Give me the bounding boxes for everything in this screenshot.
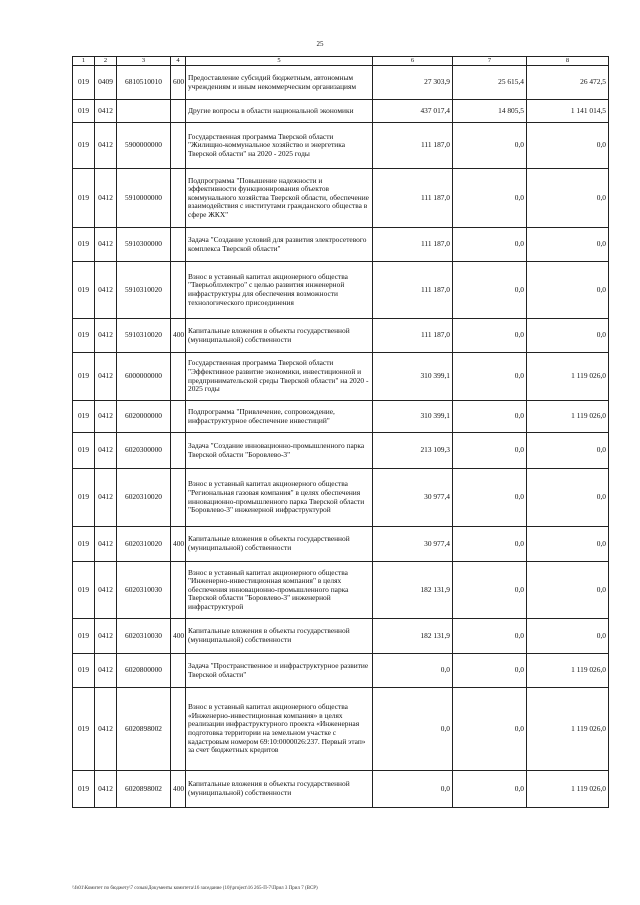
amount-col7: 0,0	[453, 401, 527, 433]
amount-col7: 14 805,5	[453, 100, 527, 123]
table-row	[73, 433, 609, 469]
amount-col8: 0,0	[527, 123, 609, 169]
section-code: 0412	[95, 169, 117, 228]
table-row	[73, 228, 609, 262]
expense-type-code	[171, 562, 186, 619]
expense-type-code	[171, 228, 186, 262]
row-name: Взнос в уставный капитал акционерного общества "Региональная газовая компания" в целях обеспечения инновационно-промышленного парка Тверской области "Боровлево-3" инженерной инфраструктурой	[186, 469, 373, 527]
target-article-code: 6020000000	[117, 401, 171, 433]
table-row	[73, 353, 609, 401]
section-code: 0412	[95, 527, 117, 562]
amount-col6: 437 017,4	[373, 100, 453, 123]
section-code: 0412	[95, 771, 117, 808]
expense-type-code	[171, 469, 186, 527]
header-cell: 2	[95, 57, 117, 66]
row-name: Другие вопросы в области национальной экономики	[186, 100, 373, 123]
table-row	[73, 262, 609, 319]
ministry-code: 019	[73, 469, 95, 527]
table-row	[73, 401, 609, 433]
ministry-code: 019	[73, 433, 95, 469]
table-row	[73, 66, 609, 100]
section-code: 0412	[95, 228, 117, 262]
amount-col8: 1 119 026,0	[527, 401, 609, 433]
amount-col7: 0,0	[453, 654, 527, 688]
ministry-code: 019	[73, 353, 95, 401]
table-row	[73, 527, 609, 562]
amount-col6: 111 187,0	[373, 123, 453, 169]
header-cell: 3	[117, 57, 171, 66]
table-row	[73, 654, 609, 688]
amount-col6: 0,0	[373, 771, 453, 808]
table-row	[73, 562, 609, 619]
row-name: Капитальные вложения в объекты государственной (муниципальной) собственности	[186, 619, 373, 654]
target-article-code: 5910000000	[117, 169, 171, 228]
amount-col6: 182 131,9	[373, 562, 453, 619]
row-name: Подпрограмма "Повышение надежности и эффективности функционирования объектов коммунального хозяйства Тверской области, обеспечение взаимодействия с институтами гражданского общества в сфере ЖКХ"	[186, 169, 373, 228]
target-article-code: 6020800000	[117, 654, 171, 688]
target-article-code: 6020310020	[117, 527, 171, 562]
amount-col8: 1 119 026,0	[527, 688, 609, 771]
target-article-code: 6020300000	[117, 433, 171, 469]
header-cell: 5	[186, 57, 373, 66]
budget-table	[72, 56, 609, 808]
row-name: Капитальные вложения в объекты государственной (муниципальной) собственности	[186, 771, 373, 808]
amount-col8: 26 472,5	[527, 66, 609, 100]
amount-col7: 0,0	[453, 469, 527, 527]
ministry-code: 019	[73, 619, 95, 654]
amount-col6: 0,0	[373, 688, 453, 771]
header-cell: 8	[527, 57, 609, 66]
row-name: Задача "Создание инновационно-промышленного парка Тверской области "Боровлево-3"	[186, 433, 373, 469]
amount-col6: 310 399,1	[373, 353, 453, 401]
target-article-code: 5910310020	[117, 262, 171, 319]
table-row	[73, 771, 609, 808]
section-code: 0412	[95, 688, 117, 771]
section-code: 0412	[95, 619, 117, 654]
section-code: 0412	[95, 654, 117, 688]
expense-type-code	[171, 401, 186, 433]
ministry-code: 019	[73, 66, 95, 100]
amount-col6: 111 187,0	[373, 262, 453, 319]
row-name: Государственная программа Тверской области "Жилищно-коммунальное хозяйство и энергетика Тверской области" на 2020 - 2025 годы	[186, 123, 373, 169]
row-name: Задача "Создание условий для развития электросетевого комплекса Тверской области"	[186, 228, 373, 262]
amount-col6: 111 187,0	[373, 319, 453, 353]
target-article-code: 5910300000	[117, 228, 171, 262]
row-name: Капитальные вложения в объекты государственной (муниципальной) собственности	[186, 319, 373, 353]
amount-col8: 0,0	[527, 169, 609, 228]
target-article-code: 6810510010	[117, 66, 171, 100]
table-row	[73, 469, 609, 527]
amount-col7: 0,0	[453, 562, 527, 619]
table-row	[73, 319, 609, 353]
ministry-code: 019	[73, 562, 95, 619]
amount-col7: 0,0	[453, 319, 527, 353]
header-row	[73, 57, 609, 66]
ministry-code: 019	[73, 169, 95, 228]
amount-col6: 111 187,0	[373, 169, 453, 228]
amount-col7: 0,0	[453, 688, 527, 771]
table-row	[73, 619, 609, 654]
expense-type-code	[171, 123, 186, 169]
amount-col8: 1 119 026,0	[527, 353, 609, 401]
amount-col6: 310 399,1	[373, 401, 453, 433]
amount-col8: 0,0	[527, 319, 609, 353]
expense-type-code: 400	[171, 319, 186, 353]
expense-type-code	[171, 169, 186, 228]
amount-col6: 27 303,9	[373, 66, 453, 100]
section-code: 0412	[95, 262, 117, 319]
section-code: 0412	[95, 433, 117, 469]
section-code: 0412	[95, 353, 117, 401]
target-article-code: 6020310030	[117, 562, 171, 619]
target-article-code: 5900000000	[117, 123, 171, 169]
page-number: 25	[316, 40, 324, 48]
target-article-code: 6020898002	[117, 771, 171, 808]
amount-col7: 0,0	[453, 353, 527, 401]
section-code: 0412	[95, 469, 117, 527]
amount-col8: 0,0	[527, 262, 609, 319]
amount-col7: 0,0	[453, 262, 527, 319]
section-code: 0409	[95, 66, 117, 100]
header-cell: 4	[171, 57, 186, 66]
amount-col6: 182 131,9	[373, 619, 453, 654]
expense-type-code: 400	[171, 619, 186, 654]
amount-col8: 0,0	[527, 619, 609, 654]
file-path-footer: \\fs01\Комитет по бюджету\7 созыв\Документы комитета\16 заседание (10)\project\16 265-П-7\Прил 3 Прил 7 (ВСР)	[72, 886, 318, 891]
expense-type-code: 400	[171, 527, 186, 562]
section-code: 0412	[95, 401, 117, 433]
section-code: 0412	[95, 100, 117, 123]
expense-type-code	[171, 262, 186, 319]
table-row	[73, 123, 609, 169]
expense-type-code	[171, 654, 186, 688]
amount-col7: 25 615,4	[453, 66, 527, 100]
ministry-code: 019	[73, 527, 95, 562]
row-name: Взнос в уставный капитал акционерного общества "Тверьоблэлектро" с целью развития инженерной инфраструктуры для обеспечения возможности технологического присоединения	[186, 262, 373, 319]
ministry-code: 019	[73, 319, 95, 353]
ministry-code: 019	[73, 228, 95, 262]
header-cell: 7	[453, 57, 527, 66]
amount-col7: 0,0	[453, 619, 527, 654]
amount-col8: 1 141 014,5	[527, 100, 609, 123]
amount-col7: 0,0	[453, 228, 527, 262]
amount-col8: 0,0	[527, 527, 609, 562]
ministry-code: 019	[73, 688, 95, 771]
expense-type-code: 600	[171, 66, 186, 100]
row-name: Предоставление субсидий бюджетным, автономным учреждениям и иным некоммерческим организациям	[186, 66, 373, 100]
row-name: Задача "Пространственное и инфраструктурное развитие Тверской области"	[186, 654, 373, 688]
section-code: 0412	[95, 123, 117, 169]
ministry-code: 019	[73, 654, 95, 688]
amount-col7: 0,0	[453, 527, 527, 562]
amount-col8: 0,0	[527, 433, 609, 469]
row-name: Подпрограмма "Привлечение, сопровождение, инфраструктурное обеспечение инвестиций"	[186, 401, 373, 433]
table-row	[73, 169, 609, 228]
expense-type-code	[171, 100, 186, 123]
amount-col8: 0,0	[527, 228, 609, 262]
amount-col6: 0,0	[373, 654, 453, 688]
amount-col6: 30 977,4	[373, 469, 453, 527]
header-cell: 1	[73, 57, 95, 66]
ministry-code: 019	[73, 401, 95, 433]
table-row	[73, 688, 609, 771]
expense-type-code	[171, 688, 186, 771]
row-name: Государственная программа Тверской области "Эффективное развитие экономики, инвестиционной и предпринимательской среды Тверской области" на 2020 - 2025 годы	[186, 353, 373, 401]
expense-type-code: 400	[171, 771, 186, 808]
target-article-code	[117, 100, 171, 123]
ministry-code: 019	[73, 262, 95, 319]
amount-col7: 0,0	[453, 123, 527, 169]
target-article-code: 5910310020	[117, 319, 171, 353]
amount-col8: 1 119 026,0	[527, 771, 609, 808]
amount-col6: 30 977,4	[373, 527, 453, 562]
ministry-code: 019	[73, 123, 95, 169]
expense-type-code	[171, 433, 186, 469]
amount-col6: 213 109,3	[373, 433, 453, 469]
amount-col7: 0,0	[453, 771, 527, 808]
amount-col8: 0,0	[527, 562, 609, 619]
table-row	[73, 100, 609, 123]
section-code: 0412	[95, 319, 117, 353]
target-article-code: 6020310030	[117, 619, 171, 654]
ministry-code: 019	[73, 771, 95, 808]
section-code: 0412	[95, 562, 117, 619]
target-article-code: 6020898002	[117, 688, 171, 771]
amount-col8: 0,0	[527, 469, 609, 527]
row-name: Взнос в уставный капитал акционерного общества "Инженерно-инвестиционная компания" в целях обеспечения инновационно-промышленного парка Тверской области "Боровлево-3" инженерной инфраструктурой	[186, 562, 373, 619]
amount-col7: 0,0	[453, 169, 527, 228]
expense-type-code	[171, 353, 186, 401]
row-name: Капитальные вложения в объекты государственной (муниципальной) собственности	[186, 527, 373, 562]
target-article-code: 6020310020	[117, 469, 171, 527]
row-name: Взнос в уставный капитал акционерного общества «Инженерно-инвестиционная компания» в целях реализации инфраструктурного проекта «Инженерная подготовка территории на земельном участке с кадастровым номером 69:10:0000026:237. Первый этап» за счет бюджетных кредитов	[186, 688, 373, 771]
ministry-code: 019	[73, 100, 95, 123]
amount-col8: 1 119 026,0	[527, 654, 609, 688]
amount-col7: 0,0	[453, 433, 527, 469]
header-cell: 6	[373, 57, 453, 66]
target-article-code: 6000000000	[117, 353, 171, 401]
amount-col6: 111 187,0	[373, 228, 453, 262]
